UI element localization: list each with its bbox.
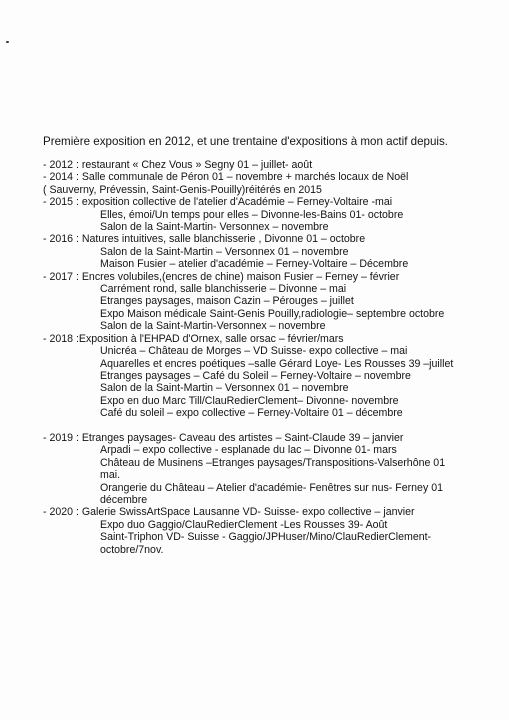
- entry-line: octobre/7nov.: [100, 543, 164, 556]
- entry-line: Elles, émoi/Un temps pour elles – Divonne-les-Bains 01- octobre: [100, 208, 404, 221]
- entry-line: Carrément rond, salle blanchisserie – Divonne – mai: [100, 283, 347, 296]
- entry-line: Unicréa – Château de Morges – VD Suisse- expo collective – mai: [100, 345, 408, 358]
- entry-line: Château de Musinens –Etranges paysages/Transpositions-Valserhône 01: [100, 456, 446, 469]
- intro-paragraph: Première exposition en 2012, et une trentaine d'expositions à mon actif depuis.: [43, 135, 449, 148]
- entry-line: Aquarelles et encres poétiques –salle Gérard Loye- Les Rousses 39 –juillet: [100, 357, 454, 370]
- entry-heading-line: - 2012 : restaurant « Chez Vous » Segny 01 – juillet- août: [43, 159, 313, 171]
- exhibition-year-entry: [43, 159, 483, 171]
- entry-line: Maison Fusier – atelier d'académie – Ferney-Voltaire – Décembre: [100, 258, 409, 271]
- entry-heading-line: - 2014 : Salle communale de Péron 01 – novembre + marchés locaux de Noël: [43, 171, 409, 184]
- entry-heading-line: - 2016 : Natures intuitives, salle blanchisserie , Divonne 01 – octobre: [43, 233, 366, 246]
- entry-heading-line: - 2015 : exposition collective de l'atelier d'Académie – Ferney-Voltaire -mai: [43, 196, 393, 209]
- entry-line: Café du soleil – expo collective – Ferney-Voltaire 01 – décembre: [100, 407, 403, 420]
- entry-line: Etranges paysages – Café du Soleil – Ferney-Voltaire – novembre: [100, 369, 411, 382]
- exhibition-year-entry: [43, 233, 483, 270]
- entry-heading-line: - 2017 : Encres volubiles,(encres de chine) maison Fusier – Ferney – février: [43, 270, 400, 283]
- entry-line: Expo duo Gaggio/ClauRedierClement -Les Rousses 39- Août: [100, 518, 388, 531]
- document-body: [43, 135, 483, 556]
- entry-line: Arpadi – expo collective - esplanade du lac – Divonne 01- mars: [100, 444, 397, 457]
- entry-line: Expo en duo Marc Till/ClauRedierClement– Divonne- novembre: [100, 394, 399, 407]
- entry-line: mai.: [100, 469, 121, 482]
- entry-line: Salon de la Saint-Martin- Versonnex – novembre: [100, 221, 329, 234]
- exhibition-year-entry: [43, 271, 483, 333]
- entry-line: Salon de la Saint-Martin – Versonnex 01 – novembre: [100, 382, 349, 395]
- exhibition-year-entry: [43, 333, 483, 420]
- exhibition-year-entry: [43, 506, 483, 556]
- entry-line: Salon de la Saint-Martin-Versonnex – novembre: [100, 320, 326, 333]
- exhibition-list: [43, 159, 483, 556]
- entry-line: Etranges paysages, maison Cazin – Pérouges – juillet: [100, 295, 354, 308]
- entry-line: ( Sauverny, Prévessin, Saint-Genis-Pouilly)réitérés en 2015: [43, 183, 322, 196]
- exhibition-year-entry: [43, 196, 483, 233]
- scan-speck: [6, 41, 9, 43]
- entry-line: Expo Maison médicale Saint-Genis Pouilly,radiologie– septembre octobre: [100, 307, 445, 320]
- entry-heading-line: - 2020 : Galerie SwissArtSpace Lausanne VD- Suisse- expo collective – janvier: [43, 506, 415, 519]
- blank-line: [43, 420, 483, 432]
- exhibition-year-entry: [43, 171, 483, 196]
- entry-line: Salon de la Saint-Martin – Versonnex 01 – novembre: [100, 245, 349, 258]
- entry-line: Saint-Triphon VD- Suisse - Gaggio/JPHuser/Mino/ClauRedierClement-: [100, 531, 432, 544]
- entry-line: Orangerie du Château – Atelier d'académie- Fenêtres sur nus- Ferney 01: [100, 481, 443, 494]
- entry-heading-line: - 2018 :Exposition à l'EHPAD d'Ornex, salle orsac – février/mars: [43, 332, 344, 345]
- entry-heading-line: - 2019 : Etranges paysages- Caveau des artistes – Saint-Claude 39 – janvier: [43, 431, 404, 444]
- entry-line: décembre: [100, 493, 148, 506]
- exhibition-year-entry: [43, 432, 483, 506]
